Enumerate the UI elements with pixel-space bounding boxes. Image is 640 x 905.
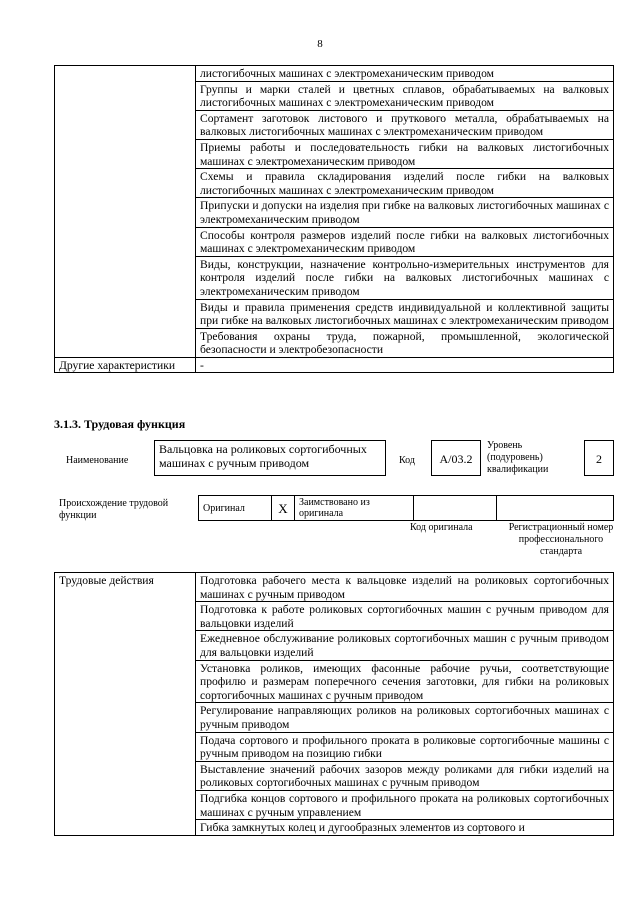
row-text: Регулирование направляющих роликов на роликовых сортогибочных машинах с ручным приводом xyxy=(196,703,614,732)
row-text: Приемы работы и последовательность гибки на валковых листогибочных машинах с электромеханическим приводом xyxy=(196,139,614,168)
origin-table xyxy=(198,495,614,521)
original-mark: X xyxy=(272,496,295,521)
row-text: Подача сортового и профильного проката в роликовые сортогибочные машины с ручным приводом на позицию гибки xyxy=(196,732,614,761)
row-label: Другие характеристики xyxy=(55,357,196,373)
table-row xyxy=(55,573,614,602)
name-label: Наименование xyxy=(66,455,129,466)
page-number: 8 xyxy=(317,38,323,50)
code-original-cell xyxy=(414,496,497,521)
row-text: Требования охраны труда, пожарной, промышленной, экологической безопасности и электробезопасности xyxy=(196,328,614,357)
function-name-box: Вальцовка на роликовых сортогибочных машинах с ручным приводом xyxy=(154,440,386,476)
row-label: Трудовые действия xyxy=(55,573,196,836)
row-text: Подготовка рабочего места к вальцовке изделий на роликовых сортогибочных машинах с ручным приводом xyxy=(196,573,614,602)
level-label: Уровень (подуровень) квалификации xyxy=(487,440,549,475)
row-text: - xyxy=(196,357,614,373)
row-text: Подгибка концов сортового и профильного проката на роликовых сортогибочных машинах с ручным управлением xyxy=(196,790,614,819)
table-row xyxy=(55,66,614,82)
row-text: Гибка замкнутых колец и дугообразных элементов из сортового и xyxy=(196,820,614,836)
code-original-caption: Код оригинала xyxy=(410,522,473,533)
section-title: 3.1.3. Трудовая функция xyxy=(54,417,186,431)
level-box: 2 xyxy=(584,440,614,476)
origin-label: Происхождение трудовой функции xyxy=(59,498,169,521)
row-text: Виды и правила применения средств индивидуальной и коллективной защиты при гибке на валковых листогибочных машинах с электромеханическим приводом xyxy=(196,299,614,328)
labor-actions-table xyxy=(54,572,614,836)
reg-number-cell xyxy=(497,496,614,521)
row-text: Сортамент заготовок листового и пруткового металла, обрабатываемых на валковых листогибочных машинах с электромеханическим приводом xyxy=(196,110,614,139)
reg-number-caption: Регистрационный номер профессионального стандарта xyxy=(508,522,614,557)
row-text: Выставление значений рабочих зазоров между роликами для гибки изделий на роликовых сортогибочных машинах с ручным приводом xyxy=(196,761,614,790)
row-text: Схемы и правила складирования изделий после гибки на валковых листогибочных машинах с электромеханическим приводом xyxy=(196,169,614,198)
row-label xyxy=(55,66,196,358)
code-box: А/03.2 xyxy=(431,440,481,476)
row-text: листогибочных машинах с электромеханическим приводом xyxy=(196,66,614,82)
borrowed-label: Заимствовано из оригинала xyxy=(295,496,414,521)
row-text: Виды, конструкции, назначение контрольно-измерительных инструментов для контроля изделий после гибки на валковых листогибочных машинах с электромеханическим приводом xyxy=(196,256,614,299)
original-label: Оригинал xyxy=(199,496,272,521)
row-text: Способы контроля размеров изделий после гибки на валковых листогибочных машинах с электромеханическим приводом xyxy=(196,227,614,256)
row-text: Группы и марки сталей и цветных сплавов, обрабатываемых на валковых листогибочных машинах с электромеханическим приводом xyxy=(196,81,614,110)
row-text: Подготовка к работе роликовых сортогибочных машин с ручным приводом для вальцовки изделий xyxy=(196,602,614,631)
row-text: Ежедневное обслуживание роликовых сортогибочных машин с ручным приводом для вальцовки изделий xyxy=(196,631,614,660)
requirements-table-continued xyxy=(54,65,614,373)
row-text: Припуски и допуски на изделия при гибке на валковых листогибочных машинах с электромеханическим приводом xyxy=(196,198,614,227)
row-text: Установка роликов, имеющих фасонные рабочие ручьи, соответствующие профилю и размерам поперечного сечения заготовки, для гибки на роликовых сортогибочных машинах с ручным приводом xyxy=(196,660,614,703)
code-label: Код xyxy=(399,455,415,466)
table-row xyxy=(55,357,614,373)
